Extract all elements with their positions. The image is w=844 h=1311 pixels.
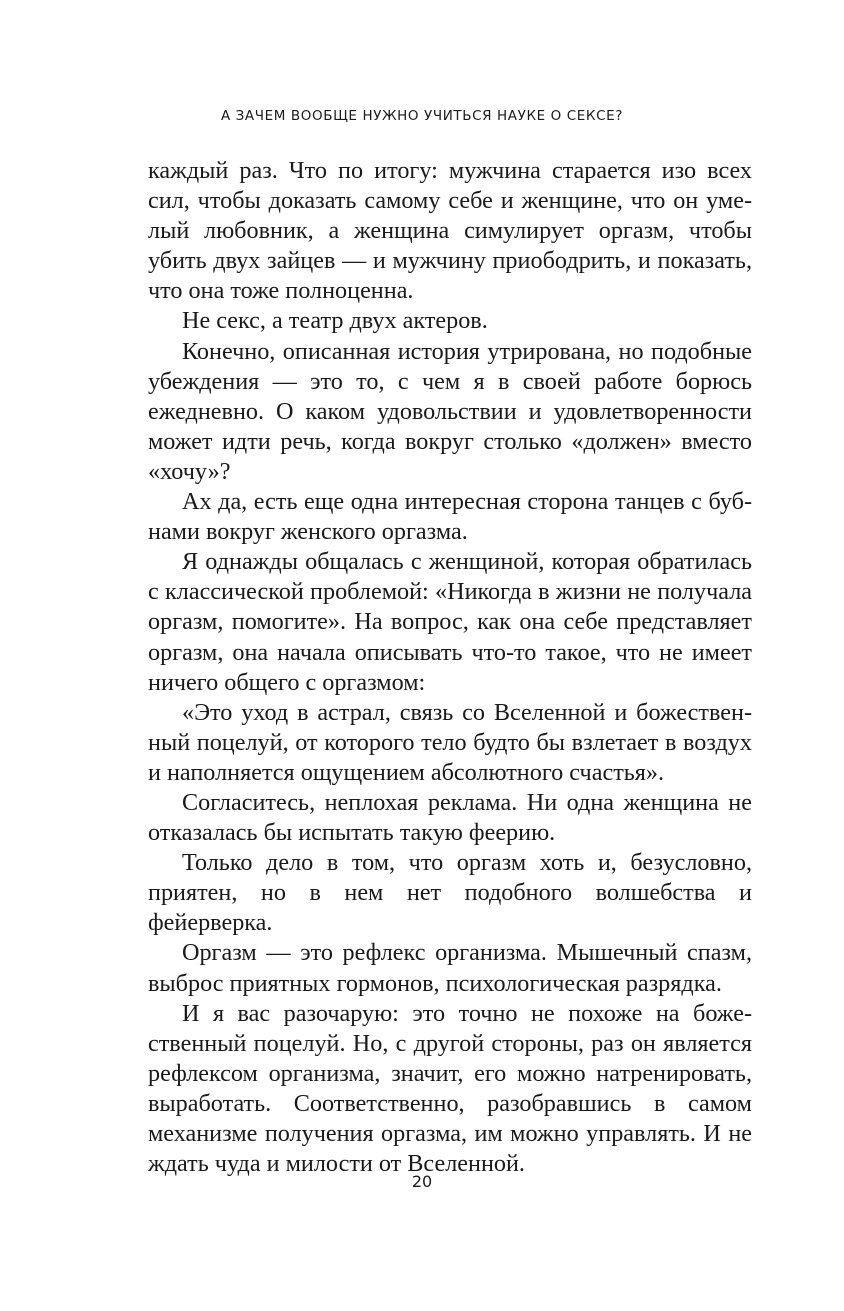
page-body: [148, 156, 752, 1179]
paragraph: Не секс, а театр двух актеров.: [182, 307, 488, 335]
paragraph: Конечно, описанная история утрирована, но подобные убеждения — это то, с чем я в своей работе борюсь ежедневно. О каком удовольствии и удовлетворенности может идти речь, когда вокруг столько «должен» вместо «хочу»?: [148, 337, 752, 485]
paragraph: Ах да, есть еще одна интересная сторона танцев с бубнами вокруг женского оргазма.: [148, 488, 752, 546]
quote-paragraph: «Это уход в астрал, связь со Вселенной и божественный поцелуй, от которого тело будто бы взлетает в воздух и наполняется ощущением абсолютного счастья».: [148, 698, 752, 786]
paragraph: И я вас разочарую: это точно не похоже на божественный поцелуй. Но, с другой стороны, раз он является рефлексом организма, значит, его можно натренировать, выработать. Соответственно, разобравшись в самом механизме получения оргазма, им можно управлять. И не ждать чуда и милости от Вселенной.: [148, 999, 752, 1178]
running-head: А ЗАЧЕМ ВООБЩЕ НУЖНО УЧИТЬСЯ НАУКЕ О СЕКСЕ?: [220, 108, 624, 124]
paragraph: Согласитесь, неплохая реклама. Ни одна женщина не отказалась бы испытать такую феерию.: [148, 788, 752, 847]
paragraph-continued: каждый раз. Что по итогу: мужчина старается изо всех сил, чтобы доказать самому себе и женщине, что он умелый любовник, а женщина симулирует оргазм, чтобы убить двух зайцев — и мужчину приободрить, и показать, что она тоже полноценна.: [148, 157, 752, 305]
paragraph: Только дело в том, что оргазм хоть и, безусловно, приятен, но в нем нет подобного волшебства и фейерверка.: [148, 849, 752, 937]
page-number: 20: [411, 1172, 433, 1191]
paragraph: Оргазм — это рефлекс организма. Мышечный спазм, выброс приятных гормонов, психологическая разрядка.: [148, 939, 752, 997]
paragraph: Я однажды общалась с женщиной, которая обратилась с классической проблемой: «Никогда в жизни не получала оргазм, помогите». На вопрос, как она себе представляет оргазм, она начала описывать что-то такое, что не имеет ничего общего с оргазмом:: [148, 548, 752, 696]
